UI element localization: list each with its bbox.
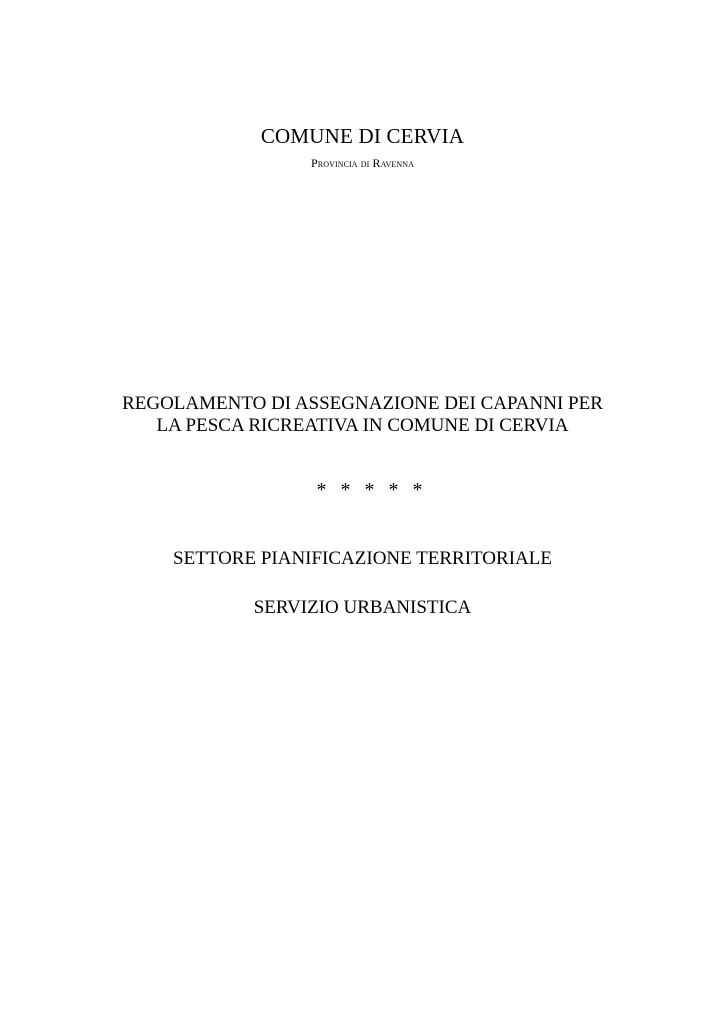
service-name: SERVIZIO URBANISTICA: [253, 597, 472, 618]
province-subheading: Provincia di Ravenna: [311, 156, 414, 170]
document-title-line-2: LA PESCA RICREATIVA IN COMUNE DI CERVIA: [156, 415, 569, 436]
asterisk-separator: *****: [316, 479, 437, 501]
document-title-line-1: REGOLAMENTO DI ASSEGNAZIONE DEI CAPANNI PER: [122, 393, 603, 414]
municipality-heading: COMUNE DI CERVIA: [260, 124, 465, 148]
sector-name: SETTORE PIANIFICAZIONE TERRITORIALE: [173, 548, 552, 569]
